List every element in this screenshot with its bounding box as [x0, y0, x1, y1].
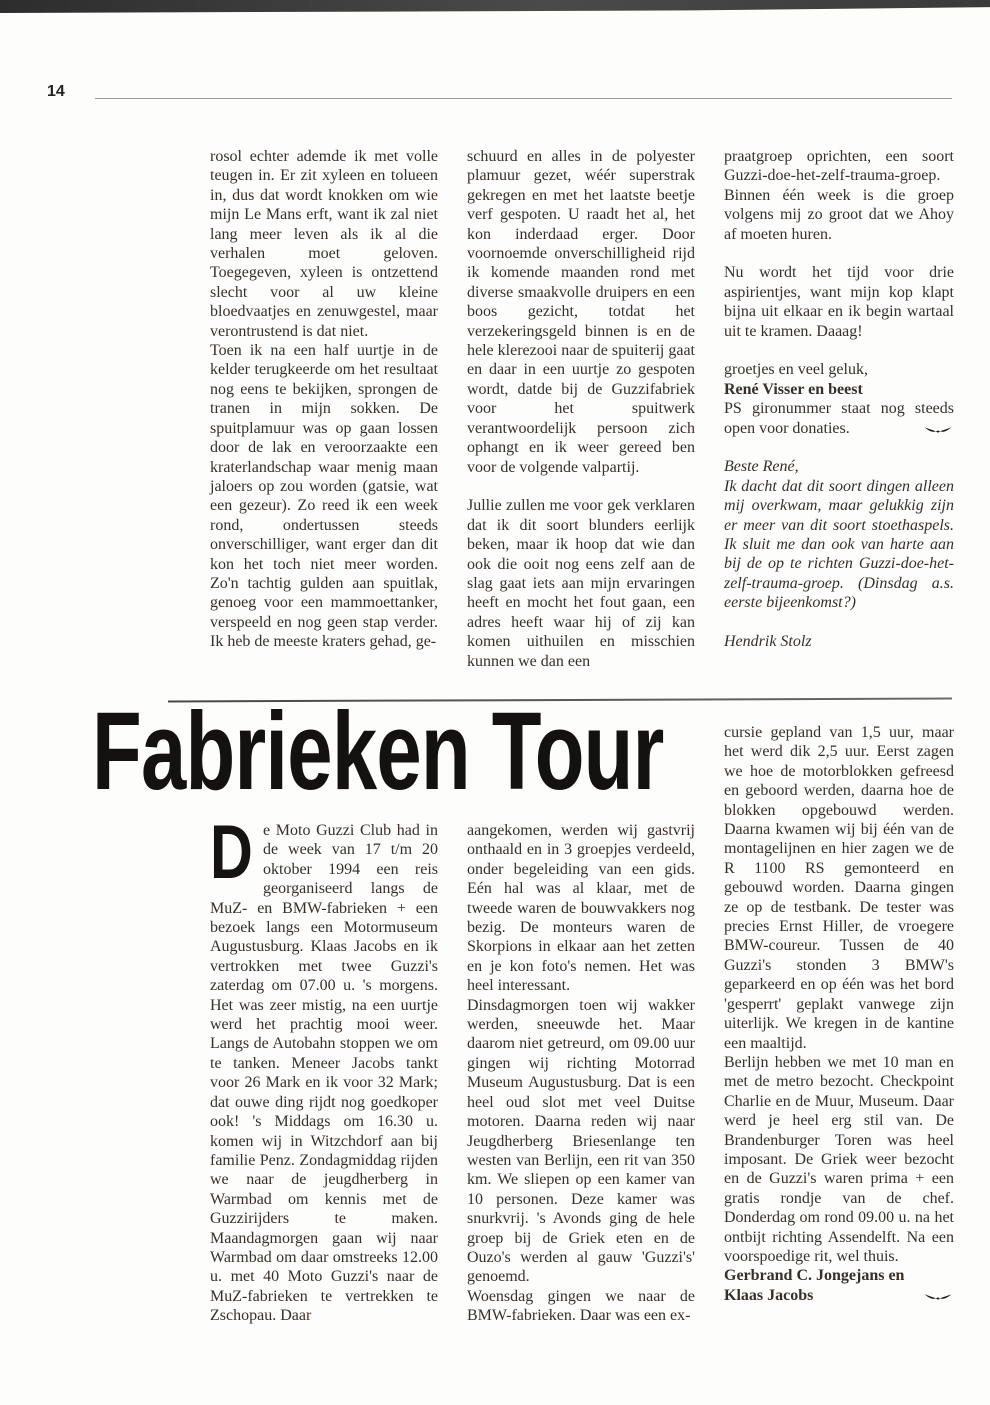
- article-paragraph: schuurd en alles in de polyester plamuur gezet, wéér superstrak gekregen en met het laatste beetje verf gespoten. U raadt het al, het kon inderdaad erger. Door voornoemde onverschilligheid rijd ik komende maanden rond met diverse smaakvolle druipers en een boos gezicht, totdat het verzekeringsgeld binnen is en de hele klerezooi naar de spuiterij gaat en daar in een uurtje zo gespoten wordt, datde bij de Guzzifabriek voor het spuitwerk verantwoordelijk persoon zich ophangt en ik weer gereed ben voor de volgende valpartij.: [467, 148, 695, 476]
- article-text: e Moto Guzzi Club had in de week van 17 t/m 20 oktober 1994 een reis georganiseerd langs de MuZ- en BMW-fabrieken + een bezoek langs een Motormuseum Augustusburg. Klaas Jacobs en ik vertrokken met twee Guzzi's zaterdag om 07.00 u. 's morgens. Het was zeer mistig, na een uurtje werd het prachtig mooi weer. Langs de Autobahn stoppen we om te tanken. Meneer Jacobs tankt voor 26 Mark en ik voor 32 Mark; dat ouwe ding rijdt nog goedkoper ook! 's Middags om 16.30 u. komen wij in Witzchdorf aan bij familie Penz. Zondagmiddag rijden we naar de jeugdherberg in Warmbad om kennis met de Guzzirijders te maken. Maandagmorgen gaan wij naar Warmbad om daar omstreeks 12.00 u. met 40 Moto Guzzi's naar de MuZ-fabrieken te vertrekken te Zschopau. Daar: [210, 822, 438, 1325]
- signature-line: Klaas Jacobs: [724, 1286, 814, 1304]
- letters-column-2: [467, 147, 695, 671]
- page-top-edge: [0, 0, 990, 13]
- tour-column-3: [724, 723, 954, 1305]
- article-paragraph: Woensdag gingen we naar de BMW-fabrieken. Daar was een ex-: [467, 1287, 695, 1325]
- letters-column-3: [724, 147, 954, 652]
- article-paragraph: Nu wordt het tijd voor drie aspirientjes, want mijn kop klapt bijna uit elkaar en ik begin wartaal uit te kramen. Daaag!: [724, 264, 954, 340]
- reply-body: Ik dacht dat dit soort dingen alleen mij overkwam, maar gelukkig zijn er meer van dit soort stoethaspels. Ik sluit me dan ook van harte aan bij de op te richten Guzzi-doe-het-zelf-trauma-groep. (Dinsdag a.s. eerste bijeenkomst?): [724, 477, 954, 612]
- article-paragraph: aangekomen, werden wij gastvrij onthaald en in 3 groepjes verdeeld, onder begeleiding van een gids. Eén hal was al klaar, met de tweede waren de bouwvakkers nog bezig. De monteurs waren de Skorpions in elkaar aan het zetten en je kon foto's nemen. Het was heel interessant.: [467, 822, 695, 995]
- tour-signature: [724, 1266, 954, 1305]
- article-paragraph: cursie gepland van 1,5 uur, maar het werd dik 2,5 uur. Eerst zagen we hoe de motorblokken gefreesd en geboord werden, daarna hoe de blokken opgebouwd werden. Daarna kwamen wij bij één van de montagelijnen en hier zagen we de R 1100 RS gemonteerd en gebouwd worden. Daarna gingen ze op de testbank. De tester was precies Ernst Hiller, de vroegere BMW-coureur. Tussen de 40 Guzzi's stonden 3 BMW's geparkeerd en op één was het bord 'gesperrt' geplakt vanwege zijn uiterlijk. We kregen in de kantine een maaltijd.: [724, 724, 954, 1052]
- reply-letter: [724, 457, 954, 651]
- tour-column-2: [467, 821, 695, 1326]
- article-paragraph: Berlijn hebben we met 10 man en met de metro bezocht. Checkpoint Charlie en de Muur, Museum. Daar werd je heel erg stil van. De Brandenburger Toren was heel imposant. De Griek weer bezocht en de Guzzi's waren prima + een gratis rondje van de chef. Donderdag om rond 09.00 u. na het ontbijt richting Assendelft. Na een voorspoedige rit, wel thuis.: [724, 1053, 954, 1265]
- eagle-end-icon: [924, 1292, 952, 1302]
- article-paragraph: Jullie zullen me voor gek verklaren dat ik dit soort blunders eerlijk beken, maar ik hoop dat wie dan ook die ooit nog eens zelf aan de slag gaat iets aan mijn ervaringen heeft en mocht het fout gaan, een adres heeft waar hij of zij kan komen uithuilen en misschien kunnen we dan een: [467, 497, 695, 670]
- eagle-end-icon: [924, 425, 952, 435]
- ps-note: [724, 399, 954, 438]
- article-paragraph: Toen ik na een half uurtje in de kelder terugkeerde om het resultaat nog eens te bekijken, sprongen de tranen in mijn sokken. De spuitplamuur was op gaan lossen door de lak en veroorzaakte een kraterlandschap waar menig maan jaloers op zou worden (gatsie, wat een gezeur). Zo reed ik een week rond, ondertussen steeds onverschilliger, want erger dan dit kon het toch niet meer worden. Zo'n tachtig gulden aan spuitlak, genoeg voor een mammoettanker, verspeeld en nog geen stap verder. Ik heb de meeste kraters gehad, ge-: [210, 342, 438, 651]
- article-paragraph: rosol echter ademde ik met volle teugen in. Er zit xyleen en tolueen in, dus dat wordt knokken om wie mijn Le Mans erft, want ik zal niet lang meer leven als ik al die verhalen moet geloven. Toegegeven, xyleen is ontzettend slecht voor al uw kleine bloedvaatjes en zenuwgestel, maar verontrustend is dat niet.: [210, 148, 438, 340]
- header-rule: [95, 98, 952, 99]
- page-number: 14: [47, 83, 65, 100]
- reply-salutation: Beste René,: [724, 458, 799, 476]
- letter-closing: groetjes en veel geluk,: [724, 361, 868, 379]
- article-paragraph: praatgroep oprichten, een soort Guzzi-doe-het-zelf-trauma-groep. Binnen één week is die groep volgens mij zo groot dat we Ahoy af moeten huren.: [724, 148, 954, 243]
- tour-column-1: [210, 810, 438, 1326]
- tour-headline: Fabrieken Tour: [92, 690, 664, 813]
- letters-column-1: [210, 147, 438, 652]
- article-paragraph: [210, 810, 438, 1326]
- article-paragraph: Dinsdagmorgen toen wij wakker werden, sneeuwde het. Maar daarom niet getreurd, om 09.00 uur gingen wij richting Motorrad Museum Augustusburg. Dat is een heel oud slot met veel Duitse motoren. Daarna reden wij naar Jeugdherberg Briesenlange ten westen van Berlijn, een rit van 350 km. We sliepen op een kamer van 10 personen. Deze kamer was snurkvrij. 's Avonds ging de hele groep bij de Griek eten en de Ouzo's werden al gauw 'Guzzi's' genoemd.: [467, 996, 695, 1286]
- letter-signature: René Visser en beest: [724, 380, 863, 398]
- reply-signature: Hendrik Stolz: [724, 633, 812, 651]
- article-paragraph: PS gironummer staat nog steeds open voor donaties.: [724, 400, 954, 437]
- signature-line: Gerbrand C. Jongejans en: [724, 1267, 905, 1285]
- drop-cap: D: [210, 810, 253, 895]
